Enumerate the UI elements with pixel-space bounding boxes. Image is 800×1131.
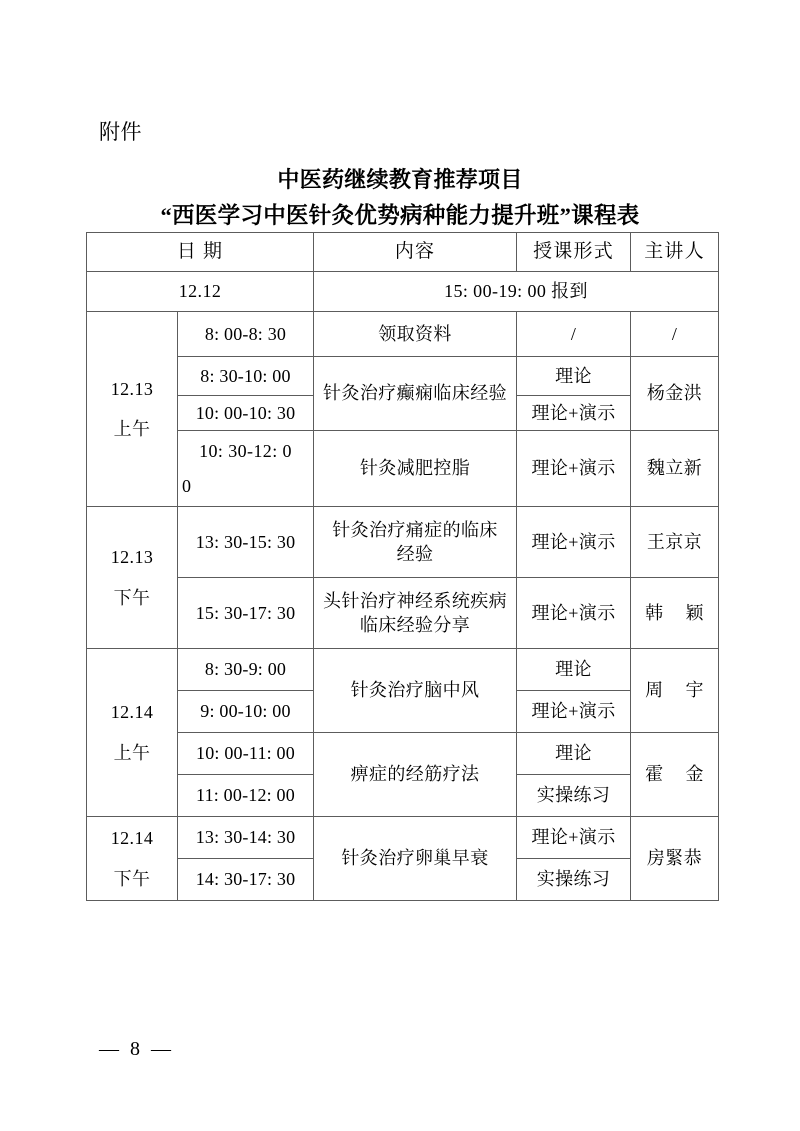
content-value [314,585,516,642]
date-period: 上午 [113,419,151,439]
date-group-1214-pm [87,826,177,891]
cell-content [314,357,517,431]
cell-time [178,312,314,357]
cell-speaker [631,649,719,733]
speaker-value [645,601,704,625]
form-value: 理论+演示 [531,827,616,848]
cell-time [178,396,314,431]
speaker-char-1: 周 [645,680,664,701]
table-row [87,272,719,312]
form-value: 理论 [555,743,592,764]
cell-time [178,649,314,691]
time-value-line2: 0 [182,475,192,496]
form-value: 理论+演示 [531,458,616,479]
time-value: 11: 00-12: 00 [196,785,295,806]
date-value: 12.13 [110,547,154,568]
cell-time [178,817,314,859]
speaker-char-2: 颖 [685,602,704,623]
cell-speaker [631,312,719,357]
speaker-value: 王京京 [646,531,703,552]
cell-date [87,649,178,817]
form-value: 理论+演示 [531,701,616,722]
table-row [87,431,719,507]
time-value: 10: 00-10: 30 [195,402,296,423]
time-value: 8: 30-10: 00 [200,365,291,386]
document-title-primary: 中医药继续教育推荐项目 [277,167,523,192]
schedule-table [86,232,719,901]
date-group-1214-am [87,700,177,765]
cell-form [517,396,631,431]
cell-speaker [631,357,719,431]
table-row [87,649,719,691]
table-row [87,312,719,357]
column-header-date: 日 期 [87,233,314,272]
cell-speaker [631,507,719,578]
cell-content [314,817,517,901]
speaker-char-1: 韩 [645,602,664,623]
cell-date [87,312,178,507]
content-value: 针灸治疗脑中风 [350,680,480,701]
time-value-wrapped [178,439,313,498]
document-title-secondary: “西医学习中医针灸优势病种能力提升班”课程表 [160,203,640,228]
table-row [87,507,719,578]
content-value: 痹症的经筋疗法 [350,764,480,785]
cell-time [178,578,314,649]
cell-form [517,817,631,859]
time-value: 15: 30-17: 30 [195,602,296,623]
speaker-value [645,678,704,702]
content-value: 领取资料 [378,323,452,344]
form-value: 理论+演示 [531,402,616,423]
column-header-speaker: 主讲人 [631,233,719,272]
cell-form [517,775,631,817]
content-value: 针灸治疗卵巢早衰 [341,848,489,869]
speaker-value: 魏立新 [646,458,703,479]
cell-date [87,817,178,901]
cell-content [314,733,517,817]
content-value: 针灸治疗癫痫临床经验 [323,383,508,404]
form-value: 理论+演示 [531,531,616,552]
table-header-row [87,233,719,272]
time-value: 13: 30-15: 30 [195,531,296,552]
date-group-1213-pm [87,545,177,610]
cell-content [314,507,517,578]
registration-text: 15: 00-19: 00 报到 [444,281,588,302]
page-number: — 8 — [99,1038,174,1060]
speaker-value: / [671,323,678,344]
time-value: 8: 00-8: 30 [204,323,287,344]
cell-form [517,507,631,578]
speaker-char-2: 宇 [685,680,704,701]
cell-speaker [631,733,719,817]
speaker-char-2: 金 [685,764,704,785]
time-value: 13: 30-14: 30 [195,827,296,848]
speaker-value [645,762,704,786]
date-period: 上午 [113,742,151,763]
cell-date [87,507,178,649]
date-value: 12.13 [110,378,154,399]
column-header-content: 内容 [314,233,517,272]
date-period: 下午 [113,868,151,889]
cell-form [517,578,631,649]
cell-time [178,357,314,396]
speaker-value: 房緊恭 [646,848,703,869]
cell-content [314,578,517,649]
cell-form [517,649,631,691]
cell-form [517,312,631,357]
table-row [87,817,719,859]
cell-form [517,691,631,733]
content-value [314,514,516,571]
time-value: 14: 30-17: 30 [195,869,296,890]
time-value: 10: 00-11: 00 [196,743,295,764]
content-value: 针灸减肥控脂 [359,458,471,479]
table-row [87,733,719,775]
form-value: 理论 [555,365,592,386]
time-value-line1: 10: 30-12: 0 [199,441,292,462]
speaker-char-1: 霍 [645,764,664,785]
time-value: 8: 30-9: 00 [204,659,287,680]
cell-time [178,733,314,775]
cell-speaker [631,578,719,649]
table-row [87,578,719,649]
cell-content [314,312,517,357]
attachment-label: 附件 [99,120,142,144]
cell-time [178,431,314,507]
content-line1: 针灸治疗痛症的临床 [332,519,498,540]
form-value: / [570,323,577,344]
content-line2: 临床经验分享 [359,615,471,635]
date-group-1213-am [87,377,177,442]
schedule-table-container [86,232,718,901]
cell-content [314,431,517,507]
cell-registration-note [314,272,719,312]
column-header-form: 授课形式 [517,233,631,272]
form-value: 理论+演示 [531,602,616,623]
cell-speaker [631,817,719,901]
cell-form [517,431,631,507]
form-value: 理论 [555,659,592,680]
content-line1: 头针治疗神经系统疾病 [323,590,508,611]
form-value: 实操练习 [536,869,611,890]
time-value: 9: 00-10: 00 [200,701,291,722]
cell-time [178,507,314,578]
cell-form [517,859,631,901]
cell-content [314,649,517,733]
cell-speaker [631,431,719,507]
cell-time [178,691,314,733]
speaker-value: 杨金洪 [646,383,703,404]
table-row [87,357,719,396]
cell-time [178,859,314,901]
date-value: 12.14 [110,702,154,723]
date-period: 下午 [113,587,151,608]
cell-time [178,775,314,817]
cell-date [87,272,314,312]
date-value: 12.12 [178,281,222,302]
form-value: 实操练习 [536,785,611,806]
cell-form [517,357,631,396]
cell-form [517,733,631,775]
content-line2: 经验 [396,544,434,564]
date-value: 12.14 [110,828,154,849]
